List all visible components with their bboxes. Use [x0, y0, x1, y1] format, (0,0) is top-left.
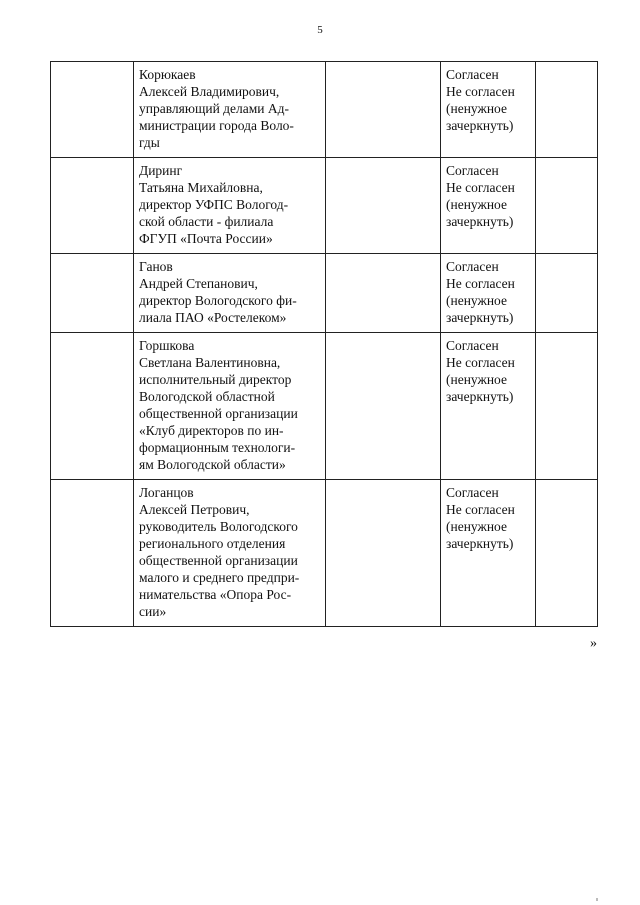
- vote-text-line: Согласен: [446, 485, 499, 500]
- vote-text-line: (ненужное: [446, 372, 507, 387]
- vote-text-line: Согласен: [446, 259, 499, 274]
- member-text-line: Алексей Петрович,: [139, 502, 250, 517]
- member-text-line: Диринг: [139, 163, 183, 178]
- member-text-line: Татьяна Михайловна,: [139, 180, 263, 195]
- member-text-line: Логанцов: [139, 485, 194, 500]
- member-text-line: лиала ПАО «Ростелеком»: [139, 310, 287, 325]
- member-cell: [134, 333, 326, 480]
- member-text-line: Алексей Владимирович,: [139, 84, 280, 99]
- vote-text-line: зачеркнуть): [446, 536, 514, 551]
- empty-cell: [536, 480, 598, 627]
- vote-text-line: зачеркнуть): [446, 214, 514, 229]
- vote-text-line: Согласен: [446, 163, 499, 178]
- member-text-line: регионального отделения: [139, 536, 286, 551]
- vote-cell: [441, 480, 536, 627]
- member-cell: [134, 158, 326, 254]
- member-text-line: формационным технологи-: [139, 440, 296, 455]
- vote-cell: [441, 254, 536, 333]
- vote-text-line: зачеркнуть): [446, 310, 514, 325]
- member-cell: [134, 480, 326, 627]
- closing-quote: »: [590, 636, 597, 651]
- member-text-line: «Клуб директоров по ин-: [139, 423, 284, 438]
- member-text-line: Ганов: [139, 259, 173, 274]
- member-text-line: управляющий делами Ад-: [139, 101, 290, 116]
- table-row: [51, 62, 598, 158]
- member-text-line: Вологодской областной: [139, 389, 275, 404]
- vote-text-line: Не согласен: [446, 502, 515, 517]
- vote-text-line: Не согласен: [446, 180, 515, 195]
- vote-cell: [441, 333, 536, 480]
- empty-cell: [536, 62, 598, 158]
- vote-text-line: Не согласен: [446, 84, 515, 99]
- signature-cell: [326, 62, 441, 158]
- member-cell: [134, 254, 326, 333]
- vote-text-line: (ненужное: [446, 197, 507, 212]
- signature-cell: [326, 333, 441, 480]
- member-text-line: гды: [139, 135, 160, 150]
- signature-cell: [326, 480, 441, 627]
- vote-cell: [441, 62, 536, 158]
- table-row: [51, 333, 598, 480]
- vote-text-line: (ненужное: [446, 293, 507, 308]
- empty-cell: [536, 333, 598, 480]
- member-text-line: директор Вологодского фи-: [139, 293, 297, 308]
- member-text-line: Светлана Валентиновна,: [139, 355, 281, 370]
- member-text-line: ФГУП «Почта России»: [139, 231, 273, 246]
- signature-cell: [326, 254, 441, 333]
- vote-text-line: (ненужное: [446, 519, 507, 534]
- vote-text-line: зачеркнуть): [446, 389, 514, 404]
- vote-text-line: Не согласен: [446, 276, 515, 291]
- member-text-line: Андрей Степанович,: [139, 276, 258, 291]
- table-row: [51, 254, 598, 333]
- number-cell: [51, 62, 134, 158]
- empty-cell: [536, 254, 598, 333]
- vote-text-line: Согласен: [446, 67, 499, 82]
- member-text-line: общественной организации: [139, 553, 298, 568]
- member-text-line: министрации города Воло-: [139, 118, 294, 133]
- vote-text-line: зачеркнуть): [446, 118, 514, 133]
- vote-text-line: Не согласен: [446, 355, 515, 370]
- page-number: 5: [317, 24, 323, 36]
- member-text-line: сии»: [139, 604, 167, 619]
- empty-cell: [536, 158, 598, 254]
- member-text-line: Горшкова: [139, 338, 195, 353]
- member-text-line: Корюкаев: [139, 67, 196, 82]
- member-text-line: директор УФПС Вологод-: [139, 197, 289, 212]
- number-cell: [51, 158, 134, 254]
- member-text-line: руководитель Вологодского: [139, 519, 298, 534]
- signature-cell: [326, 158, 441, 254]
- member-text-line: общественной организации: [139, 406, 298, 421]
- number-cell: [51, 333, 134, 480]
- vote-cell: [441, 158, 536, 254]
- member-text-line: исполнительный директор: [139, 372, 292, 387]
- table-row: [51, 480, 598, 627]
- member-cell: [134, 62, 326, 158]
- approval-table: [50, 61, 598, 627]
- member-text-line: ской области - филиала: [139, 214, 274, 229]
- member-text-line: нимательства «Опора Рос-: [139, 587, 292, 602]
- vote-text-line: Согласен: [446, 338, 499, 353]
- member-text-line: малого и среднего предпри-: [139, 570, 300, 585]
- scan-mark: [596, 898, 598, 901]
- table-row: [51, 158, 598, 254]
- vote-text-line: (ненужное: [446, 101, 507, 116]
- number-cell: [51, 254, 134, 333]
- number-cell: [51, 480, 134, 627]
- member-text-line: ям Вологодской области»: [139, 457, 286, 472]
